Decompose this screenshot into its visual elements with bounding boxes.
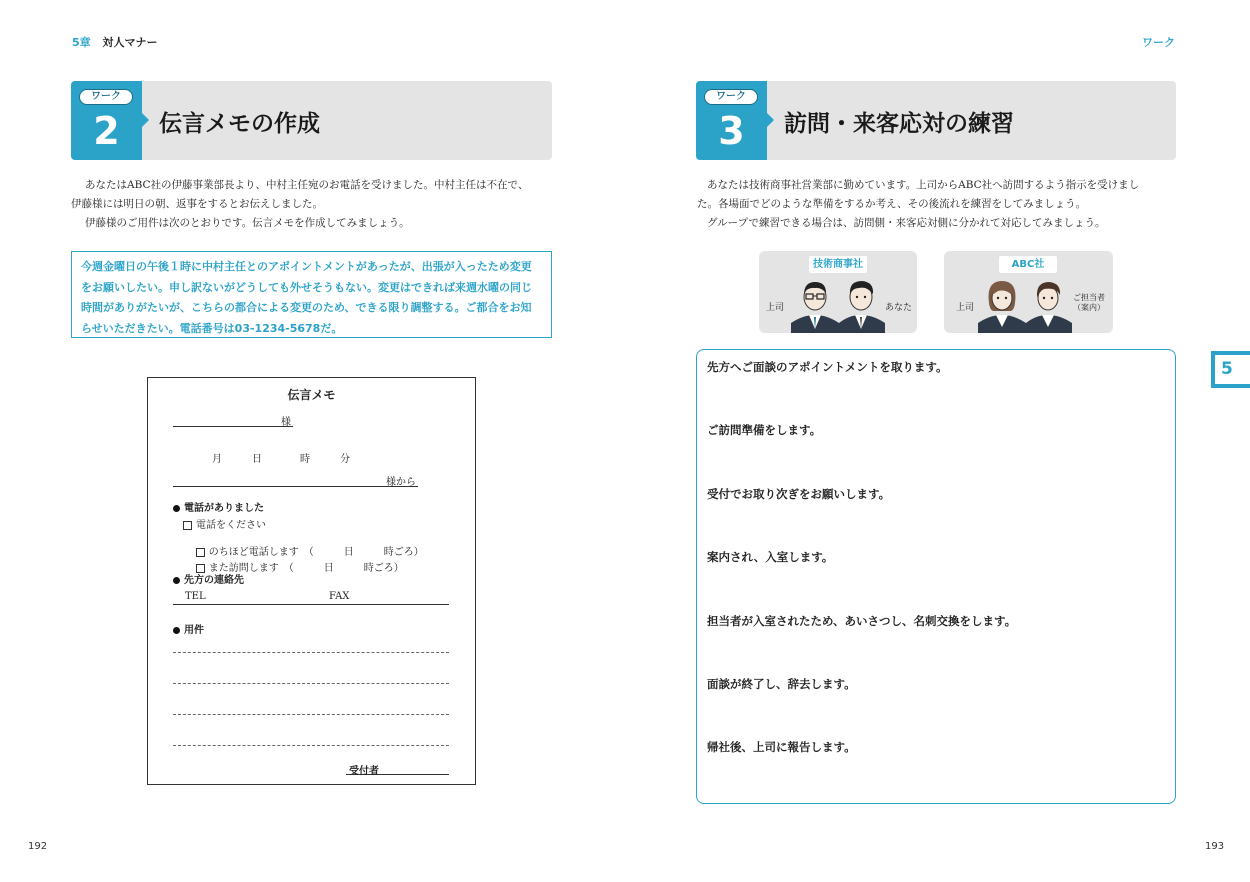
option-label: また訪問します （ 日 時ごろ）: [208, 563, 404, 574]
company-card-abc: [944, 251, 1113, 333]
work-tag: [696, 81, 767, 160]
option-label: 電話をください: [196, 520, 266, 531]
work-2-banner: [71, 81, 552, 160]
tel-label: TEL: [185, 591, 206, 602]
subject-line[interactable]: [173, 745, 449, 746]
contact-line[interactable]: [173, 588, 449, 605]
chapter-tab[interactable]: [1211, 351, 1250, 388]
minute-label: 分: [340, 454, 350, 465]
message-line: をお願いしたい。申し訳ないがどうしても外せそうもない。変更はできれば来週水曜の同じ: [81, 280, 532, 294]
memo-title: 伝言メモ: [287, 388, 336, 402]
intro-text: [71, 176, 561, 233]
checkbox[interactable]: [183, 521, 192, 530]
work-3-banner: [696, 81, 1176, 160]
sama-label: 様: [281, 417, 291, 428]
work-number: 3: [718, 109, 745, 153]
memo-form: [147, 377, 476, 785]
person-label: 上司: [956, 303, 975, 313]
subject-header-text: 用件: [184, 625, 204, 636]
step-item: ご訪問準備をします。: [707, 423, 822, 437]
intro-line: あなたはABC社の伊藤事業部長より、中村主任宛のお電話を受けました。中村主任は不在で、: [85, 179, 529, 191]
person-label-line: （案内）: [1073, 303, 1105, 312]
arrow-icon: [767, 113, 774, 127]
person-label: あなた: [885, 303, 913, 313]
intro-line: あなたは技術商事社営業部に勤めています。上司からABC社へ訪問するよう指示を受けまし: [707, 179, 1140, 191]
recipient-line[interactable]: [173, 412, 293, 427]
intro-line: グループで練習できる場合は、訪問側・来客応対側に分かれて対応してみましょう。: [707, 217, 1106, 229]
step-item: 担当者が入室されたため、あいさつし、名刺交換をします。: [707, 614, 1017, 628]
bullet-icon: [173, 627, 180, 634]
person-label: [1073, 293, 1105, 313]
month-label: 月: [212, 454, 222, 465]
option-label: のちほど電話します （ 日 時ごろ）: [208, 547, 424, 558]
intro-line: 伊藤様には明日の朝、返事をするとお伝えしました。: [71, 198, 323, 210]
intro-line: 伊藤様のご用件は次のとおりです。伝言メモを作成してみましょう。: [85, 217, 410, 229]
subject-line[interactable]: [173, 714, 449, 715]
work-title: 訪問・来客応対の練習: [784, 111, 1014, 137]
running-head-left: [72, 34, 158, 50]
person-label: 上司: [766, 303, 785, 313]
receiver-label: 受付者: [349, 766, 379, 777]
message-box: [71, 251, 552, 338]
hour-label: 時: [300, 454, 310, 465]
step-item: 案内され、入室します。: [707, 550, 834, 564]
work-tag: [71, 81, 142, 160]
businessmen-icon: [787, 277, 887, 333]
message-line: らせいただきたい。電話番号は03-1234-5678だ。: [81, 321, 343, 335]
bullet-icon: [173, 505, 180, 512]
message-line: 今週金曜日の午後１時に中村主任とのアポイントメントがあったが、出張が入ったため変更: [81, 260, 532, 273]
subject-line[interactable]: [173, 652, 449, 653]
page-number-left: 192: [28, 841, 48, 852]
page-number-right: 193: [1205, 841, 1225, 852]
from-label: 様から: [386, 477, 416, 488]
chapter-number: 5章: [72, 36, 91, 49]
phone-header-text: 電話がありました: [184, 503, 264, 514]
subject-line[interactable]: [173, 683, 449, 684]
step-item: 先方へご面談のアポイントメントを取ります。: [707, 360, 948, 374]
chapter-tab-number: 5: [1215, 355, 1250, 384]
subject-header: [173, 621, 204, 636]
company-name: ABC社: [999, 256, 1057, 273]
caller-line[interactable]: [173, 472, 418, 487]
day-label: 日: [252, 454, 262, 465]
businesswomen-icon: [974, 277, 1074, 333]
fax-label: FAX: [329, 591, 350, 602]
chapter-title: 対人マナー: [102, 36, 158, 49]
phone-header: [173, 499, 264, 514]
contact-header-text: 先方の連絡先: [184, 575, 244, 586]
work-title: 伝言メモの作成: [159, 111, 320, 137]
company-card-gijutsu: [759, 251, 917, 333]
work-number: 2: [93, 109, 120, 153]
step-item: 帰社後、上司に報告します。: [707, 740, 856, 754]
person-label-line: ご担当者: [1073, 293, 1105, 302]
running-head-right: ワーク: [1142, 36, 1175, 49]
message-line: 時間がありがたいが、こちらの都合による変更のため、できる限り調整する。ご都合をお知: [81, 301, 532, 314]
step-item: 面談が終了し、辞去します。: [707, 677, 856, 691]
work-label: ワーク: [79, 89, 133, 105]
company-name: 技術商事社: [809, 256, 867, 273]
step-item: 受付でお取り次ぎをお願いします。: [707, 487, 891, 501]
contact-header: [173, 571, 244, 586]
steps-box: [696, 349, 1176, 804]
intro-line: た。各場面でどのような準備をするか考え、その後流れを練習をしてみましょう。: [697, 198, 1087, 210]
arrow-icon: [142, 113, 149, 127]
bullet-icon: [173, 577, 180, 584]
intro-text-right: [697, 176, 1187, 233]
option-call-back[interactable]: [183, 516, 266, 531]
work-label: ワーク: [704, 89, 758, 105]
